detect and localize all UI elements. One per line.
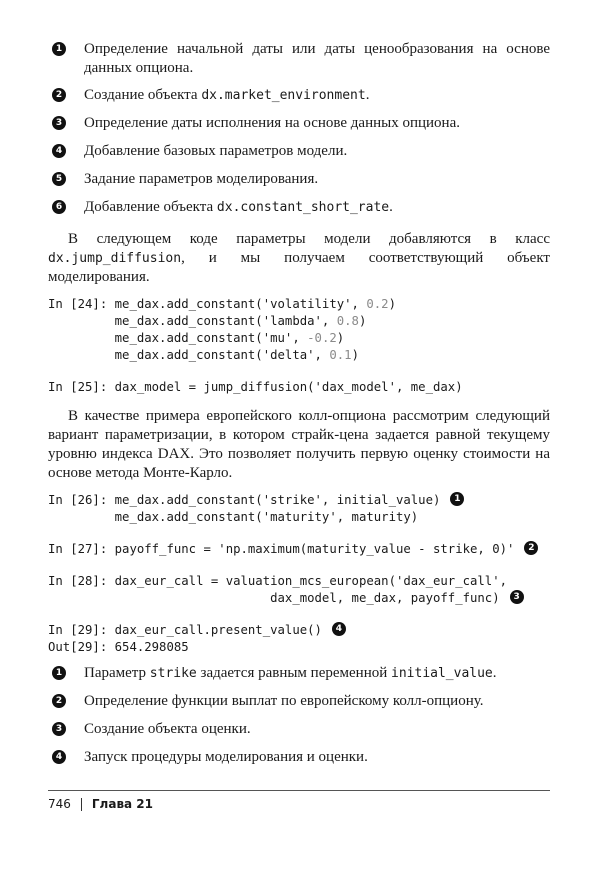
code-text: ) — [358, 314, 367, 328]
code-text: me_dax.add_constant('strike', initial_value) — [114, 493, 441, 507]
code-text: me_dax.add_constant('maturity', maturity) — [114, 510, 419, 524]
code-line — [48, 590, 550, 607]
callout-text: Задание параметров моделирования. — [84, 171, 319, 187]
code-number: 0.1 — [329, 348, 352, 362]
callout-marker: 5 — [52, 172, 66, 186]
code-line — [48, 622, 550, 639]
page-content — [48, 40, 550, 776]
code-text: dax_model = jump_diffusion('dax_model', me_dax) — [114, 380, 463, 394]
code-cell-25 — [48, 379, 550, 396]
code-text: dax_eur_call.present_value() — [114, 623, 322, 637]
callout-text: Создание объекта — [84, 87, 202, 103]
code-cell-27 — [48, 541, 550, 558]
callout-marker: 4 — [52, 750, 66, 764]
callout-text: Определение начальной даты или даты ценообразования на основе данных опциона. — [84, 41, 550, 76]
code-line — [48, 573, 550, 590]
callout-marker: 1 — [52, 666, 66, 680]
code-cell-24 — [48, 296, 550, 364]
code-line — [48, 313, 550, 330]
code-prompt: In [27]: — [48, 542, 115, 556]
code-output — [48, 639, 550, 656]
code-text: ) — [388, 297, 396, 311]
code-line — [48, 347, 550, 364]
footer-divider — [48, 790, 550, 791]
code-text: me_dax.add_constant('mu', — [114, 331, 308, 345]
code-text: me_dax.add_constant('delta', — [114, 348, 330, 362]
inline-code: dx.constant_short_rate — [216, 200, 390, 215]
callout-text: Создание объекта оценки. — [84, 721, 251, 737]
code-text: dax_eur_call = valuation_mcs_european('dax_eur_call', — [114, 574, 508, 588]
inline-code: dx.jump_diffusion — [48, 251, 182, 266]
code-text: payoff_func = 'np.maximum(maturity_value - strike, 0)' — [114, 542, 515, 556]
callout-text: Определение функции выплат по европейскому колл-опциону. — [84, 693, 484, 709]
code-text: ) — [336, 331, 345, 345]
callout-marker: 4 — [332, 622, 346, 636]
callout-marker: 4 — [52, 144, 66, 158]
output-value: 654.298085 — [114, 640, 189, 654]
code-prompt: In [28]: — [48, 574, 115, 588]
callout-marker: 6 — [52, 200, 66, 214]
code-text: me_dax.add_constant('volatility', — [114, 297, 367, 311]
inline-code: initial_value — [391, 666, 493, 681]
paragraph-text: , и мы получаем соответствующий объект моделирования. — [48, 250, 550, 285]
paragraph-text: В следующем коде параметры модели добавляются в класс — [68, 231, 550, 247]
inline-code: dx.market_environment — [201, 88, 366, 103]
code-number: 0.8 — [336, 314, 359, 328]
callout-item — [48, 170, 550, 189]
callout-text: Запуск процедуры моделирования и оценки. — [84, 749, 368, 765]
callout-text: Параметр — [84, 665, 150, 681]
page-footer — [48, 797, 153, 811]
callout-marker: 3 — [52, 116, 66, 130]
callout-item — [48, 664, 550, 683]
code-line — [48, 492, 550, 509]
page-number: 746 — [48, 797, 71, 811]
inline-code: strike — [149, 666, 197, 681]
callout-item — [48, 692, 550, 711]
code-number: 0.2 — [366, 297, 389, 311]
callout-text: . — [389, 199, 393, 215]
output-prompt: Out[29]: — [48, 640, 115, 654]
callout-marker: 3 — [52, 722, 66, 736]
code-text: ) — [351, 348, 359, 362]
callout-marker: 3 — [510, 590, 524, 604]
code-prompt: In [29]: — [48, 623, 115, 637]
callout-marker: 2 — [52, 88, 66, 102]
code-text: me_dax.add_constant('lambda', — [114, 314, 337, 328]
code-line — [48, 541, 550, 558]
callout-item — [48, 720, 550, 739]
code-line — [48, 330, 550, 347]
code-prompt: In [24]: — [48, 297, 115, 311]
code-line — [48, 379, 550, 396]
code-prompt: In [26]: — [48, 493, 115, 507]
code-text: dax_model, me_dax, payoff_func) — [270, 591, 500, 605]
callout-text: Добавление объекта — [84, 199, 217, 215]
paragraph: В качестве примера европейского колл-опциона рассмотрим следующий вариант параметризации, в котором страйк-цена задается равной текущему уровню индекса DAX. Это позволяет получить первую оценку стоимости на основе метода Монте-Карло. — [48, 408, 550, 481]
callout-item — [48, 40, 550, 78]
code-line — [48, 509, 550, 526]
callout-text: задается равным переменной — [196, 665, 392, 681]
code-number: -0.2 — [307, 331, 337, 345]
callout-marker: 1 — [52, 42, 66, 56]
code-cell-28 — [48, 573, 550, 607]
code-cell-29 — [48, 622, 550, 656]
callout-marker: 2 — [52, 694, 66, 708]
chapter-label: Глава 21 — [91, 797, 154, 811]
callout-list-top — [48, 40, 550, 217]
code-cell-26 — [48, 492, 550, 526]
code-line — [48, 296, 550, 313]
callout-text: Добавление базовых параметров модели. — [84, 143, 348, 159]
callout-marker: 2 — [524, 541, 538, 555]
callout-list-bottom — [48, 664, 550, 767]
callout-item — [48, 86, 550, 105]
callout-text: Определение даты исполнения на основе данных опциона. — [84, 115, 460, 131]
callout-item — [48, 114, 550, 133]
code-prompt: In [25]: — [48, 380, 115, 394]
callout-item — [48, 198, 550, 217]
callout-item — [48, 748, 550, 767]
callout-text: . — [365, 87, 370, 103]
callout-item — [48, 142, 550, 161]
callout-text: . — [492, 665, 497, 681]
footer-separator — [81, 798, 82, 811]
callout-marker: 1 — [450, 492, 464, 506]
paragraph — [48, 230, 550, 287]
